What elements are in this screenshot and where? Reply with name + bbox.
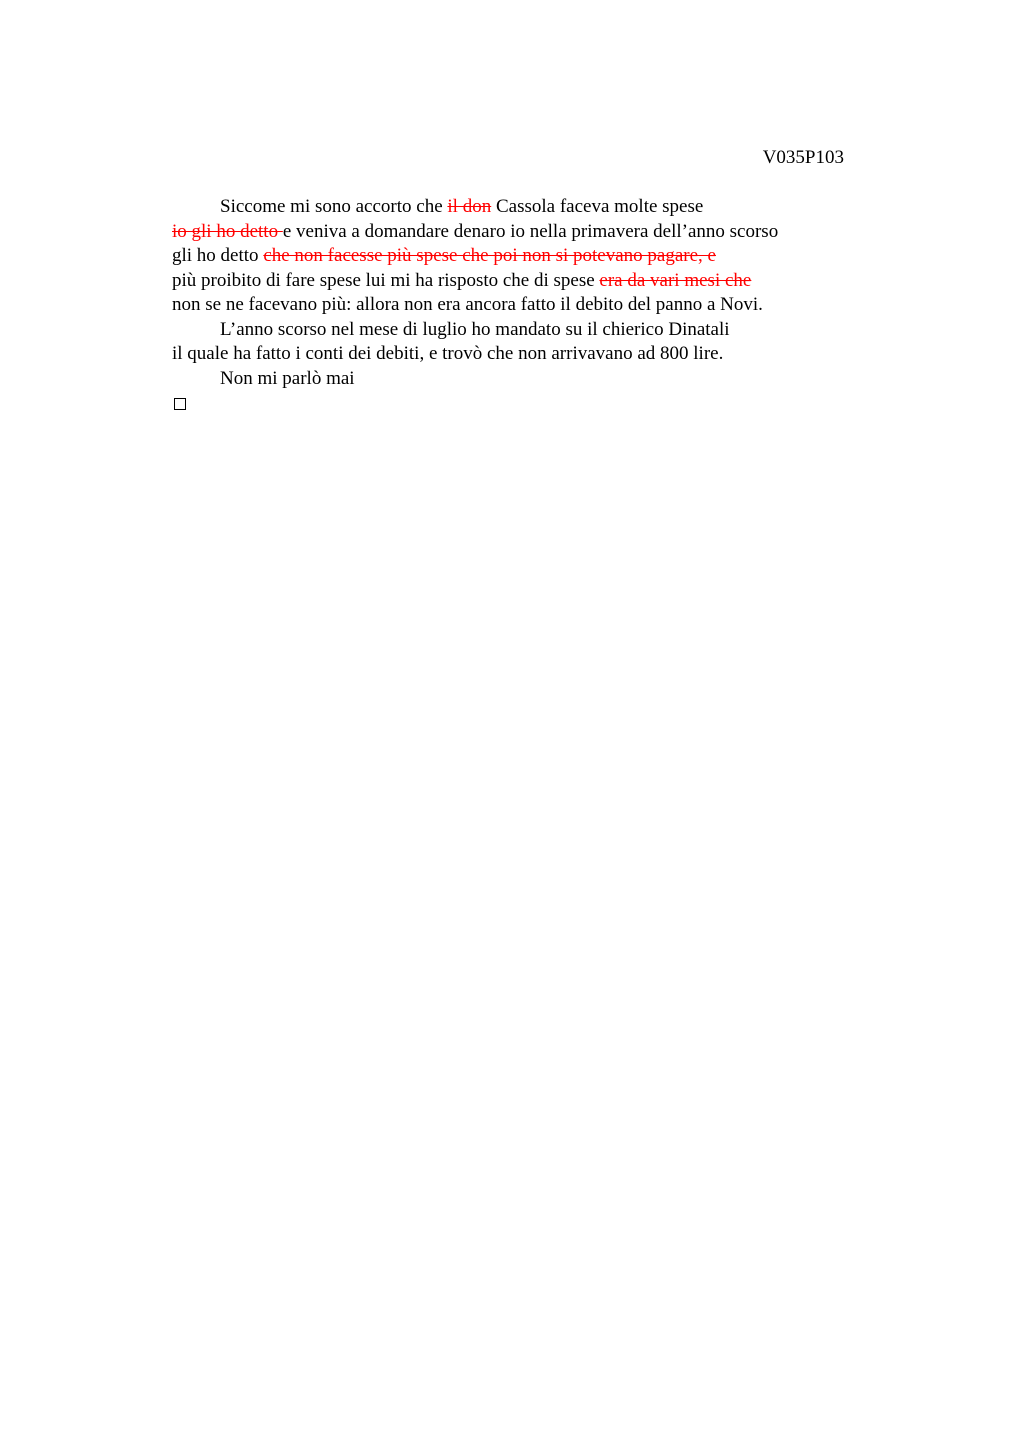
text-run: gli ho detto	[172, 245, 264, 266]
text-run: Cassola faceva molte spese	[491, 196, 704, 217]
text-line	[172, 195, 852, 220]
text-run: e veniva a domandare denaro io nella primavera dell’anno scorso	[282, 220, 779, 242]
deleted-text: io gli ho detto	[172, 220, 283, 242]
text-run: Siccome mi sono accorto che	[220, 196, 448, 217]
page-id: V035P103	[762, 147, 844, 168]
text-run: più proibito di fare spese lui mi ha risposto che di spese	[172, 269, 600, 291]
deleted-text: era da vari mesi che	[599, 269, 752, 291]
text-run: Non mi parlò mai	[220, 367, 355, 389]
document-body	[172, 195, 852, 416]
deleted-text: il don	[447, 196, 492, 217]
text-line	[172, 269, 852, 294]
empty-square-icon	[174, 398, 186, 410]
text-line	[172, 342, 852, 367]
deleted-text: che non facesse più spese che poi non si potevano pagare, e	[263, 245, 716, 266]
text-line	[172, 391, 852, 416]
text-run: il quale ha fatto i conti dei debiti, e trovò che non arrivavano ad 800 lire.	[172, 343, 724, 364]
text-line	[172, 293, 852, 318]
text-line	[172, 220, 852, 245]
text-line	[172, 367, 852, 392]
text-line	[172, 244, 852, 269]
text-line	[172, 318, 852, 343]
text-run: L’anno scorso nel mese di luglio ho mandato su il chierico Dinatali	[220, 318, 730, 340]
text-run: non se ne facevano più: allora non era ancora fatto il debito del panno a Novi.	[172, 294, 763, 315]
